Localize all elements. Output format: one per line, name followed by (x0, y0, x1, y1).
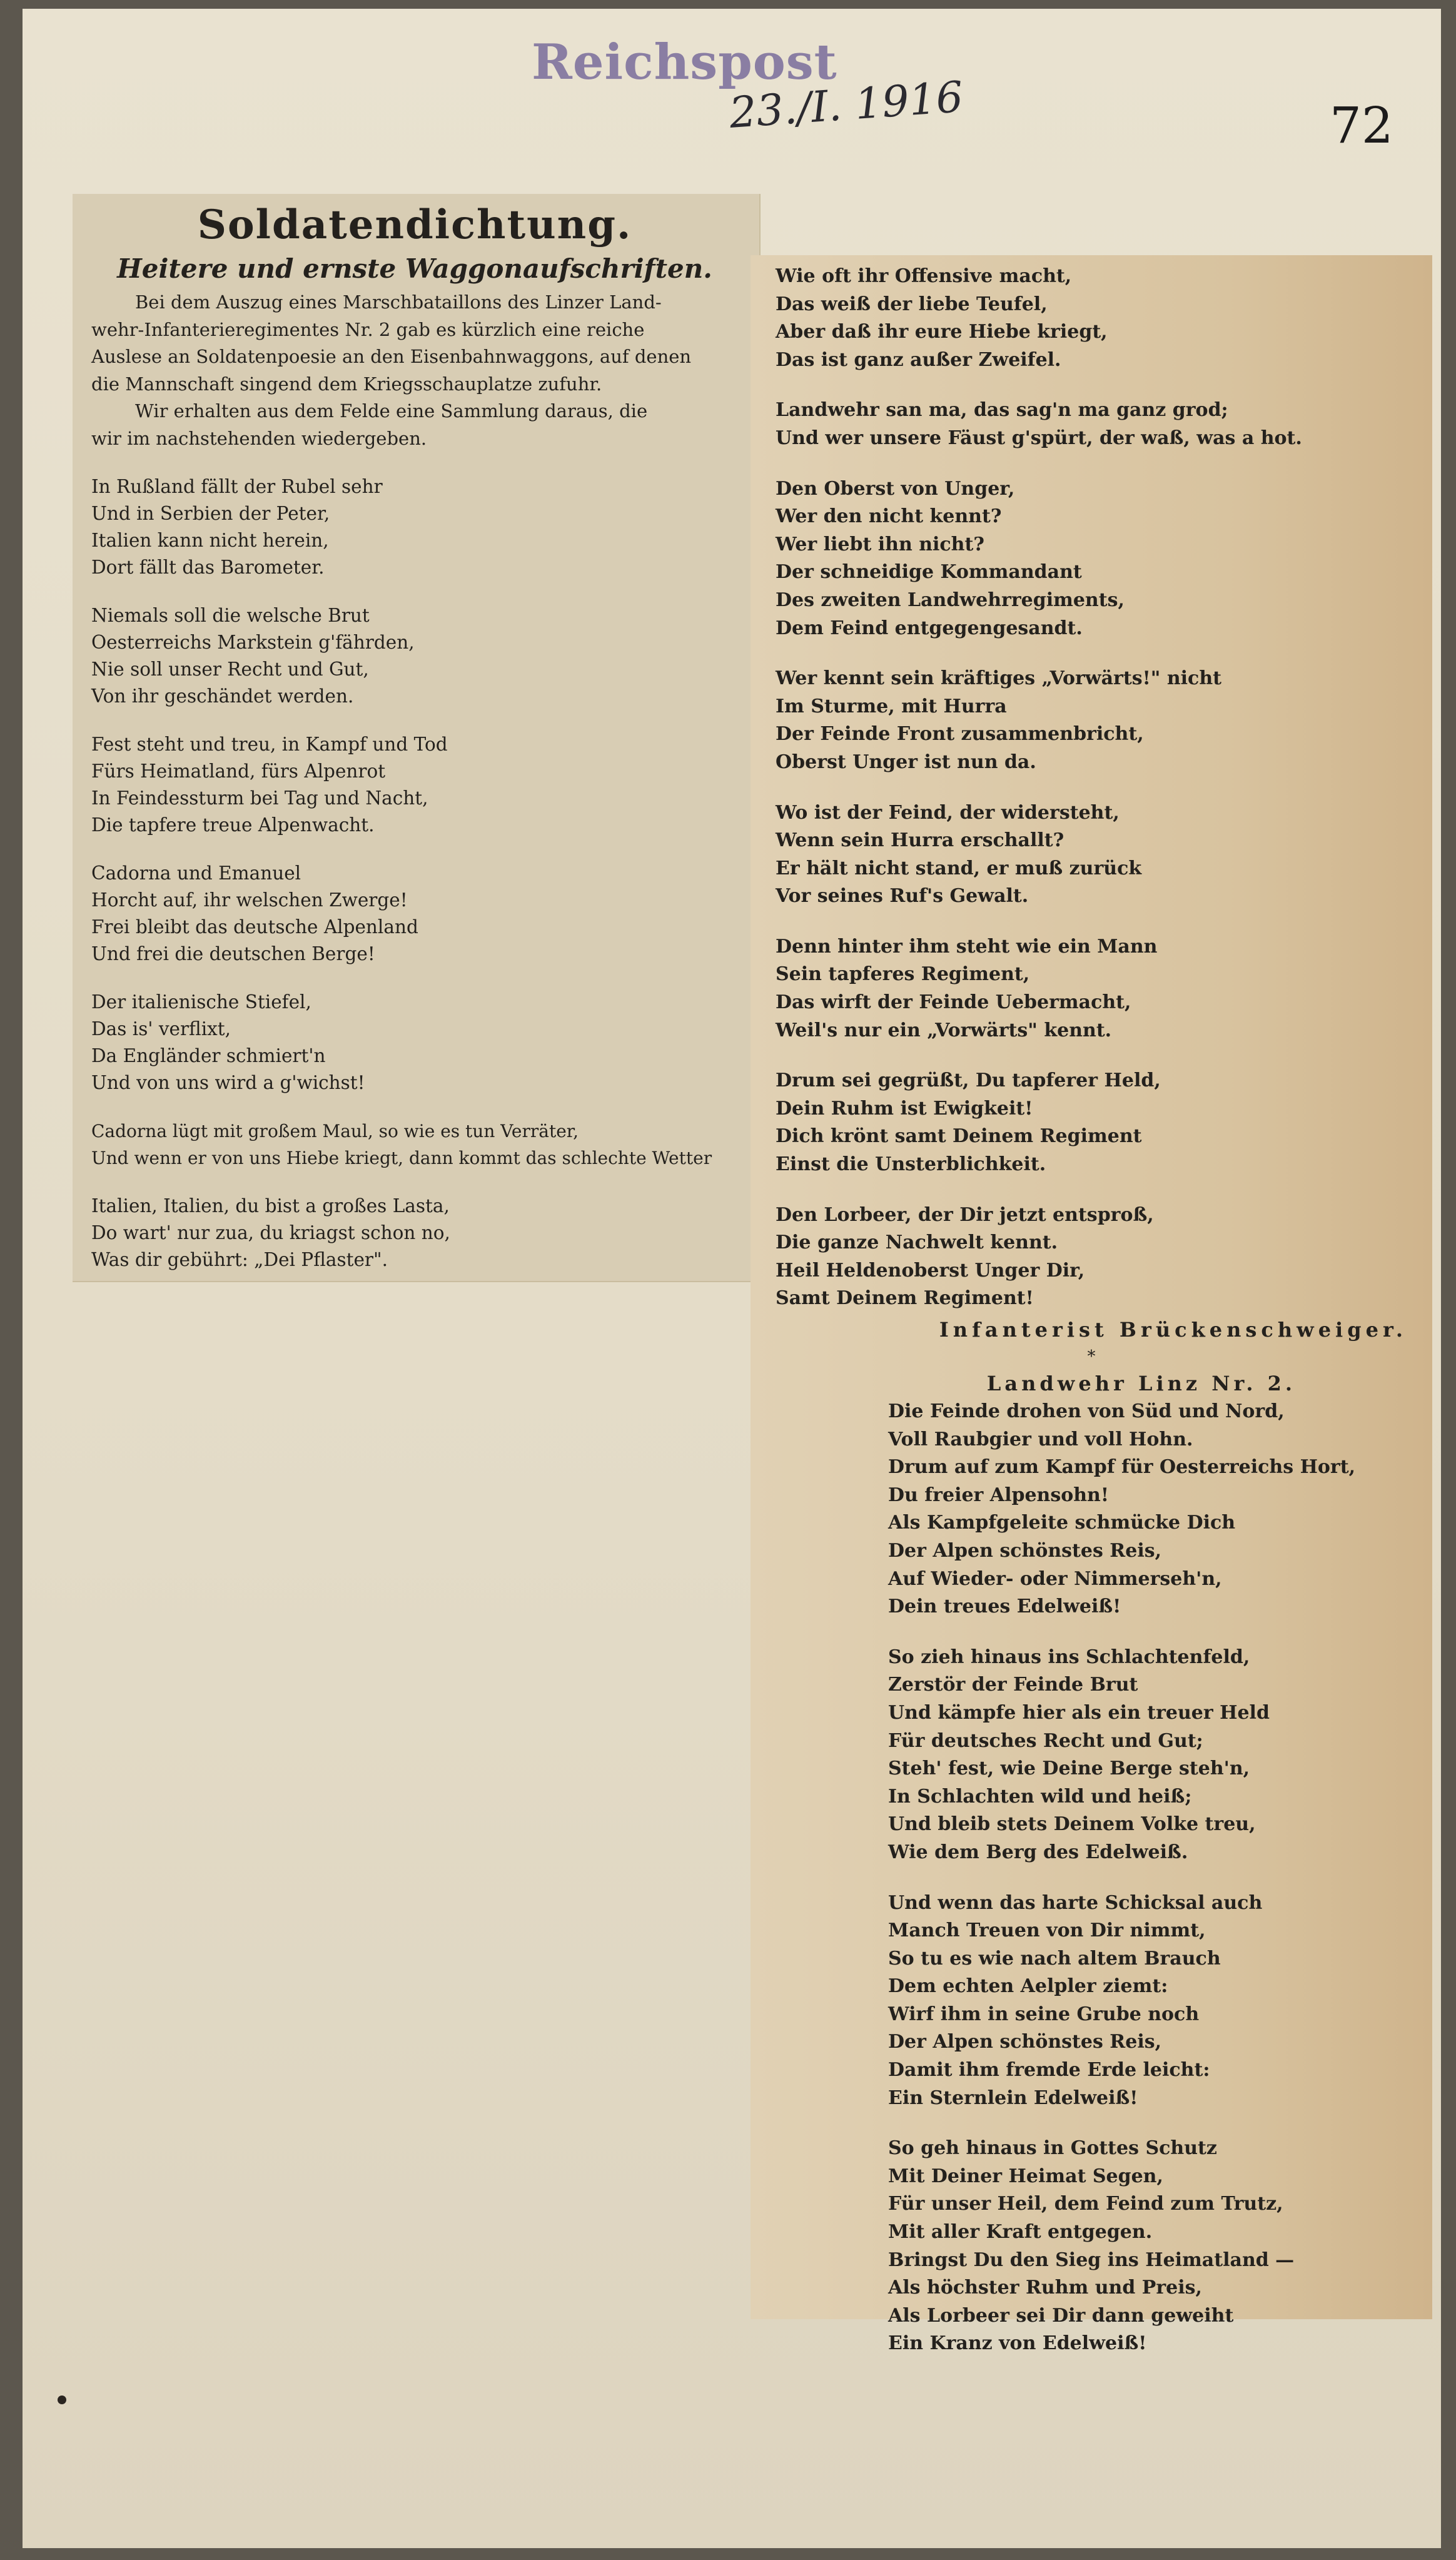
poem-line: In Feindessturm bei Tag und Nacht, (91, 787, 428, 809)
poem-line: Als höchster Ruhm und Preis, (888, 2277, 1202, 2299)
poem-line: Dort fällt das Barometer. (91, 557, 325, 578)
poem-line: Niemals soll die welsche Brut (91, 605, 370, 626)
poem-line: Wie oft ihr Offensive macht, (776, 265, 1072, 287)
poem-line: Das ist ganz außer Zweifel. (776, 348, 1061, 371)
poem-line: Und wenn das harte Schicksal auch (888, 1891, 1263, 1914)
poem-line: Von ihr geschändet werden. (91, 686, 354, 707)
poem-line: Drum auf zum Kampf für Oesterreichs Hort, (888, 1456, 1356, 1479)
poem-line: Den Oberst von Unger, (776, 477, 1015, 500)
poem-line: Sein tapferes Regiment, (776, 963, 1030, 986)
stanza (776, 475, 1407, 643)
poem-line: Do wart' nur zua, du kriagst schon no, (91, 1222, 450, 1243)
poem-line: Die Feinde drohen von Süd und Nord, (888, 1400, 1285, 1422)
poem-line: Der Alpen schönstes Reis, (888, 2031, 1162, 2053)
stanza (91, 1118, 738, 1171)
author-signature: Infanterist Brückenschweiger. (939, 1318, 1407, 1342)
poem-line: Wer liebt ihn nicht? (776, 533, 984, 555)
intro-line: wehr-Infanterieregimentes Nr. 2 gab es kürzlich eine reiche (91, 318, 645, 340)
poem-line: Die tapfere treue Alpenwacht. (91, 814, 375, 836)
poem-line: Italien, Italien, du bist a großes Lasta, (91, 1195, 450, 1217)
poem-line: Italien kann nicht herein, (91, 530, 329, 551)
poem-line: Landwehr san ma, das sag'n ma ganz grod; (776, 399, 1228, 422)
stanza (91, 473, 738, 581)
poem-line: Frei bleibt das deutsche Alpenland (91, 916, 418, 938)
poem-line: Dein Ruhm ist Ewigkeit! (776, 1097, 1033, 1120)
poem2-title: Landwehr Linz Nr. 2. (986, 1372, 1297, 1395)
poem-line: Wenn sein Hurra erschallt? (776, 829, 1064, 852)
poem-line: Und bleib stets Deinem Volke treu, (888, 1813, 1256, 1836)
stanza (776, 665, 1407, 776)
poem-line: Und frei die deutschen Berge! (91, 943, 375, 964)
poem-line: Zerstör der Feinde Brut (888, 1674, 1138, 1696)
poem-line: Voll Raubgier und voll Hohn. (888, 1428, 1193, 1450)
poem-line: Cadorna lügt mit großem Maul, so wie es tun Verräter, (91, 1121, 579, 1141)
article-intro (91, 289, 738, 452)
poem-line: Und wer unsere Fäust g'spürt, der waß, was a hot. (776, 427, 1302, 449)
right-clipping (751, 255, 1432, 2355)
poem-line: Das wirft der Feinde Uebermacht, (776, 991, 1131, 1014)
intro-line: wir im nachstehenden wiedergeben. (91, 427, 427, 449)
poem-line: In Rußland fällt der Rubel sehr (91, 476, 383, 497)
stanza (888, 1644, 1407, 1867)
poem-line: Samt Deinem Regiment! (776, 1287, 1034, 1310)
poem-line: Wirf ihm in seine Grube noch (888, 2003, 1200, 2025)
poem-line: Für deutsches Recht und Gut; (888, 1729, 1203, 1752)
poem-line: Ein Sternlein Edelweiß! (888, 2087, 1138, 2109)
intro-line: Bei dem Auszug eines Marschbataillons des Linzer Land- (135, 291, 662, 313)
poem-line: Weil's nur ein „Vorwärts" kennt. (776, 1019, 1112, 1041)
poem-line: Für unser Heil, dem Feind zum Trutz, (888, 2193, 1283, 2215)
poem-line: Wo ist der Feind, der widersteht, (776, 801, 1120, 824)
poem-line: Oberst Unger ist nun da. (776, 751, 1036, 773)
intro-line: Auslese an Soldatenpoesie an den Eisenbahnwaggons, auf denen (91, 346, 692, 367)
poem-line: Dich krönt samt Deinem Regiment (776, 1125, 1142, 1148)
poem-line: Mit aller Kraft entgegen. (888, 2221, 1153, 2244)
poem-line: So zieh hinaus ins Schlachtenfeld, (888, 1646, 1250, 1668)
poem-line: Denn hinter ihm steht wie ein Mann (776, 935, 1158, 958)
right-poems (776, 263, 1407, 1313)
intro-line: die Mannschaft singend dem Kriegsschauplatze zufuhr. (91, 373, 602, 395)
poem-line: Dein treues Edelweiß! (888, 1596, 1121, 1618)
poem-line: Da Engländer schmiert'n (91, 1045, 326, 1066)
stanza (888, 2135, 1407, 2358)
separator-star: * (1087, 1347, 1096, 1366)
stanza (776, 1202, 1407, 1313)
poem-line: Das is' verflixt, (91, 1018, 231, 1040)
stanza (776, 1067, 1407, 1178)
poem-line: Die ganze Nachwelt kennt. (776, 1232, 1058, 1254)
article-title: Soldatendichtung. (197, 201, 632, 248)
poem-line: Horcht auf, ihr welschen Zwerge! (91, 889, 408, 911)
poem-line: Bringst Du den Sieg ins Heimatland — (888, 2249, 1295, 2271)
stanza (888, 1890, 1407, 2113)
poem-line: In Schlachten wild und heiß; (888, 1785, 1192, 1808)
article-subtitle: Heitere und ernste Waggonaufschriften. (117, 253, 712, 284)
poem-line: Wer den nicht kennt? (776, 505, 1002, 528)
poem-line: Wer kennt sein kräftiges „Vorwärts!" nicht (776, 667, 1221, 690)
poem2-body (776, 1398, 1407, 2358)
poem-line: Was dir gebührt: „Dei Pflaster". (91, 1249, 388, 1270)
poem-line: Ein Kranz von Edelweiß! (888, 2332, 1147, 2355)
stanza (776, 397, 1407, 452)
stanza (91, 731, 738, 839)
poem-line: Dem echten Aelpler ziemt: (888, 1975, 1168, 1998)
poem-line: Er hält nicht stand, er muß zurück (776, 857, 1142, 879)
poem-line: Der Feinde Front zusammenbricht, (776, 723, 1144, 746)
poem-line: Das weiß der liebe Teufel, (776, 293, 1048, 315)
poem-line: Der Alpen schönstes Reis, (888, 1539, 1162, 1562)
poem-line: Als Lorbeer sei Dir dann geweiht (888, 2304, 1234, 2327)
poem-line: Dem Feind entgegengesandt. (776, 617, 1083, 639)
left-poems (91, 473, 738, 1273)
poem-line: Vor seines Ruf's Gewalt. (776, 885, 1029, 908)
poem-line: Und wenn er von uns Hiebe kriegt, dann kommt das schlechte Wetter (91, 1148, 712, 1168)
stanza (91, 860, 738, 968)
poem-line: Fest steht und treu, in Kampf und Tod (91, 734, 448, 755)
poem-line: Einst die Unsterblichkeit. (776, 1153, 1046, 1176)
poem-line: Heil Heldenoberst Unger Dir, (776, 1259, 1085, 1282)
handwritten-date: 23./I. 1916 (727, 73, 965, 138)
poem-line: Drum sei gegrüßt, Du tapferer Held, (776, 1070, 1161, 1092)
poem-line: Steh' fest, wie Deine Berge steh'n, (888, 1758, 1250, 1780)
newspaper-stamp: Reichspost (532, 34, 837, 91)
poem-line: Mit Deiner Heimat Segen, (888, 2165, 1163, 2187)
poem-line: Nie soll unser Recht und Gut, (91, 659, 369, 680)
poem-line: Oesterreichs Markstein g'fährden, (91, 632, 415, 653)
poem-line: Im Sturme, mit Hurra (776, 695, 1007, 717)
page-number: 72 (1330, 96, 1393, 154)
poem-line: Der schneidige Kommandant (776, 561, 1082, 584)
stanza (776, 933, 1407, 1045)
left-clipping (73, 194, 761, 1282)
poem-line: Und in Serbien der Peter, (91, 503, 330, 524)
ink-dot (58, 2396, 66, 2404)
poem-line: Manch Treuen von Dir nimmt, (888, 1920, 1206, 1942)
intro-line: Wir erhalten aus dem Felde eine Sammlung daraus, die (135, 400, 648, 422)
poem-line: Und kämpfe hier als ein treuer Held (888, 1701, 1270, 1724)
poem-line: So geh hinaus in Gottes Schutz (888, 2137, 1217, 2160)
poem-line: Cadorna und Emanuel (91, 863, 301, 884)
poem-line: Auf Wieder- oder Nimmerseh'n, (888, 1567, 1222, 1590)
stanza (776, 263, 1407, 374)
poem-line: Damit ihm fremde Erde leicht: (888, 2059, 1210, 2082)
poem-line: Des zweiten Landwehrregiments, (776, 589, 1125, 611)
poem-line: Aber daß ihr eure Hiebe kriegt, (776, 321, 1108, 343)
poem-line: Den Lorbeer, der Dir jetzt entsproß, (776, 1203, 1154, 1226)
poem-line: Du freier Alpensohn! (888, 1484, 1110, 1506)
stanza (91, 602, 738, 710)
poem-line: So tu es wie nach altem Brauch (888, 1947, 1221, 1970)
poem-line: Der italienische Stiefel, (91, 991, 311, 1013)
stanza (888, 1398, 1407, 1621)
poem-line: Fürs Heimatland, fürs Alpenrot (91, 761, 386, 782)
stanza (91, 1193, 738, 1273)
poem-line: Und von uns wird a g'wichst! (91, 1072, 365, 1093)
poem-line: Als Kampfgeleite schmücke Dich (888, 1512, 1236, 1534)
stanza (91, 989, 738, 1096)
stanza (776, 799, 1407, 911)
poem-line: Wie dem Berg des Edelweiß. (888, 1841, 1188, 1863)
